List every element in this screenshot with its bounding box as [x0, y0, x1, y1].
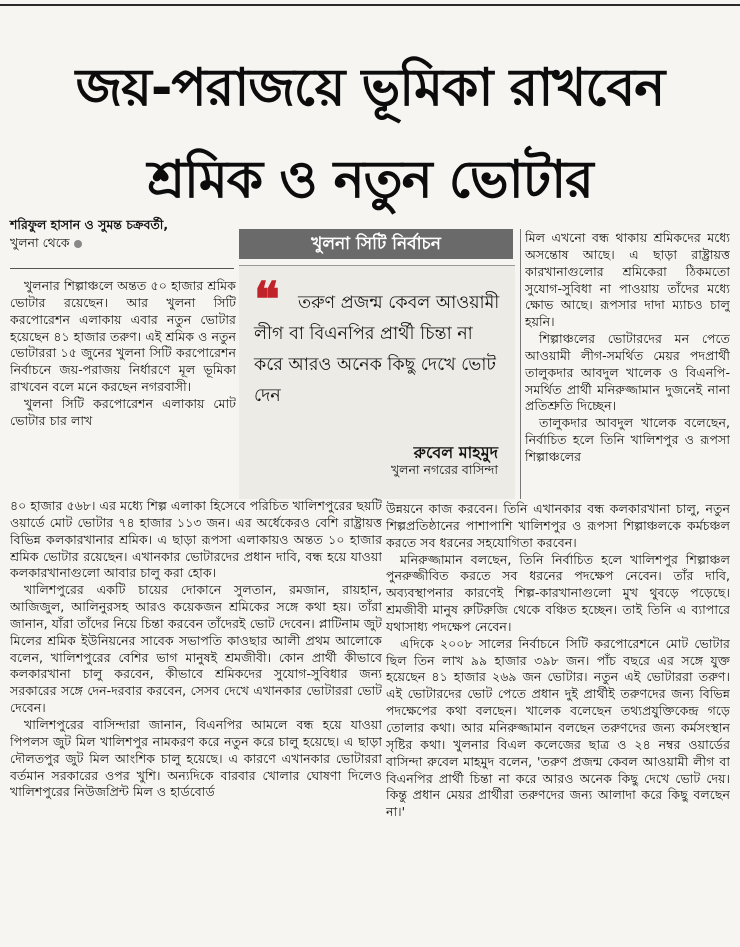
- article-column-3: [525, 230, 730, 498]
- article-column-1: [10, 278, 236, 498]
- pull-quote-text: তরুণ প্রজন্ম কেবল আওয়ামী লীগ বা বিএনপির প্রার্থী চিন্তা না করে আরও অনেক কিছু দেখে ভোট দেন: [254, 293, 500, 406]
- column-divider: [520, 229, 521, 499]
- bullet-icon: [74, 240, 82, 248]
- pull-quote-description: খুলনা নগরের বাসিন্দা: [390, 462, 498, 477]
- paragraph: উন্নয়নে কাজ করবেন। তিনি এখানকার বন্ধ কলকারখানা চালু, নতুন শিল্পপ্রতিষ্ঠানের পাশাপাশি খালিশপুর ও রূপসা শিল্পাঞ্চলকে কর্মচঞ্চল করতে সব ধরনের সহযোগিতা করবেন।: [386, 501, 730, 550]
- paragraph: খুলনা সিটি করপোরেশন এলাকায় মোট ভোটার চার লাখ: [10, 395, 236, 428]
- quote-mark-icon: ❝: [254, 272, 280, 328]
- paragraph: খালিশপুরের একটি চায়ের দোকানে সুলতান, রমজান, রায়হান, আজিজুল, আলিনুরসহ আরও কয়েকজন শ্রমিকের সঙ্গে কথা হয়। তাঁরা জানান, যাঁরা তাঁদের নিয়ে চিন্তা করবেন তাঁদেরই ভোট দেবেন। প্লাটিনাম জুট মিলের শ্রমিক ইউনিয়নের সাবেক সভাপতি কাওছার আলী প্রথম আলোকে বলেন, খালিশপুরের বেশির ভাগ মানুষই শ্রমজীবী। কোন প্রার্থী কীভাবে কলকারখানা চালু করবেন, কীভাবে শ্রমিকদের সুযোগ-সুবিধার জন্য সরকারের সঙ্গে দেন-দরবার করবেন, সেসব দেখে এখানকার ভোটাররা ভোট দেবেন।: [10, 582, 382, 716]
- paragraph: তালুকদার আবদুল খালেক বলেছেন, নির্বাচিত হলে তিনি খালিশপুর ও রূপসা শিল্পাঞ্চলের: [525, 415, 730, 464]
- paragraph: শিল্পাঞ্চলের ভোটারদের মন পেতে আওয়ামী লীগ-সমর্থিত মেয়র পদপ্রার্থী তালুকদার আবদুল খালেক ও বিএনপি-সমর্থিত প্রার্থী মনিরুজ্জামান দুজনেই নানা প্রতিশ্রুতি দিচ্ছেন।: [525, 331, 730, 414]
- pull-quote-name: রুবেল মাহমুদ: [413, 443, 498, 462]
- paragraph: খালিশপুরের বাসিন্দারা জানান, বিএনপির আমলে বন্ধ হয়ে যাওয়া পিপলস জুট মিল খালিশপুর নামকরণ করে নতুন করে চালু হয়েছে। এ ছাড়া দৌলতপুর জুট মিল আংশিক চালু হয়েছে। এ কারণে এখানকার ভোটাররা বর্তমান সরকারের ওপর খুশি। অন্যদিকে বারবার খোলার ঘোষণা দিলেও খালিশপুরের নিউজপ্রিন্ট মিল ও হার্ডবোর্ড: [10, 716, 382, 800]
- paragraph: মিল এখনো বন্ধ থাকায় শ্রমিকদের মধ্যে অসন্তোষ আছে। এ ছাড়া রাষ্ট্রায়ত্ত কারখানাগুলোর শ্রমিকেরা ঠিকমতো সুযোগ-সুবিধা না পাওয়ায় তাঁদের মধ্যে ক্ষোভ আছে। রূপসার দাদা ম্যাচও চালু হয়নি।: [525, 230, 730, 330]
- byline: [10, 216, 242, 252]
- paragraph: ৪০ হাজার ৫৬৮। এর মধ্যে শিল্প এলাকা হিসেবে পরিচিত খালিশপুরের ছয়টি ওয়ার্ডে মোট ভোটার ৭৪ হাজার ১১৩ জন। এর অর্ধেকেরও বেশি রাষ্ট্রায়ত্ত বিভিন্ন কলকারখানার শ্রমিক। এ ছাড়া রূপসা এলাকায়ও অন্তত ১০ হাজার শ্রমিক ভোটার রয়েছেন। এখানকার ভোটারদের প্রধান দাবি, বন্ধ হয়ে যাওয়া কলকারখানাগুলো আবার চালু করা হোক।: [10, 498, 382, 581]
- headline-line-2: শ্রমিক ও নতুন ভোটার: [147, 150, 593, 210]
- paragraph: খুলনার শিল্পাঞ্চলে অন্তত ৫০ হাজার শ্রমিক ভোটার রয়েছেন। আর খুলনা সিটি করপোরেশন এলাকায় এবার নতুন ভোটার হয়েছেন ৪১ হাজার তরুণ। এই শ্রমিক ও নতুন ভোটাররা ১৫ জুনের খুলনা সিটি করপোরেশন নির্বাচনে জয়-পরাজয় নির্ধারণে মূল ভূমিকা রাখবেন বলে মনে করছেন নগরবাসী।: [10, 278, 236, 395]
- article-column-2-3: [386, 501, 730, 944]
- byline-divider: [10, 268, 234, 269]
- byline-location: খুলনা থেকে: [10, 235, 70, 250]
- top-rule: [0, 4, 740, 6]
- article-column-1-2: [10, 498, 382, 944]
- paragraph: মনিরুজ্জামান বলছেন, তিনি নির্বাচিত হলে খালিশপুর শিল্পাঞ্চল পুনরুজ্জীবিত করতে সব ধরনের পদক্ষেপ নেবেন। তাঁর দাবি, অব্যবস্থাপনার কারণেই শিল্প-কারখানাগুলো মুখ থুবড়ে পড়েছে। শ্রমজীবী মানুষ রুটিরুজি থেকে বঞ্চিত হচ্ছেন। তাই তিনি এ ব্যাপারে যথাসাধ্য পদক্ষেপ নেবেন।: [386, 551, 730, 634]
- section-label: খুলনা সিটি নির্বাচন: [239, 229, 513, 259]
- headline: [0, 42, 740, 226]
- headline-line-1: জয়-পরাজয়ে ভূমিকা রাখবেন: [75, 58, 665, 118]
- byline-authors: শরিফুল হাসান ও সুমন্ত চক্রবর্তী,: [10, 217, 169, 232]
- paragraph: এদিকে ২০০৮ সালের নির্বাচনে সিটি করপোরেশনে মোট ভোটার ছিল তিন লাখ ৯৯ হাজার ৩৯৮ জন। পাঁচ বছরে এর সঙ্গে যুক্ত হয়েছেন ৪১ হাজার ২৬৯ জন ভোটার। নতুন এই ভোটাররা তরুণ। এই ভোটারদের ভোট পেতে প্রধান দুই প্রার্থীই তরুণদের জন্য বিভিন্ন পদক্ষেপের কথা বলছেন। খালেক বলেছেন তথ্যপ্রযুক্তিকেন্দ্র গড়ে তোলার কথা। আর মনিরুজ্জামান বলছেন তরুণদের জন্য কর্মসংস্থান সৃষ্টির কথা। খুলনার বিএল কলেজের ছাত্র ও ২৪ নম্বর ওয়ার্ডের বাসিন্দা রুবেল মাহমুদ বলেন, 'তরুণ প্রজন্ম কেবল আওয়ামী লীগ বা বিএনপির প্রার্থী চিন্তা না করে আরও অনেক কিছু দেখে ভোট দেয়। কিন্তু প্রধান মেয়র প্রার্থীরা তরুণদের জন্য আলাদা করে কিছু বলছেন না।': [386, 635, 730, 820]
